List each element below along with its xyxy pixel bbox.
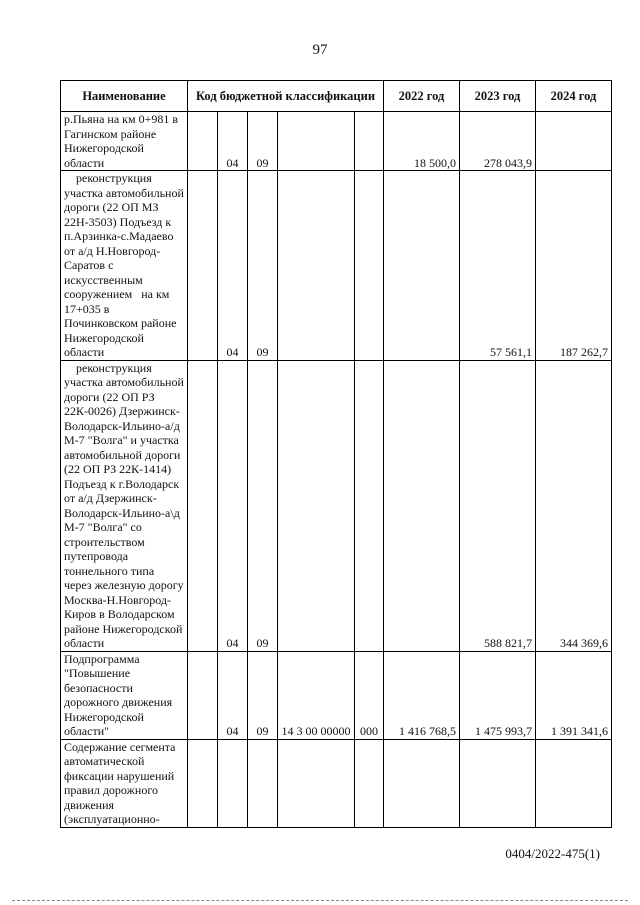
table-row <box>61 739 612 827</box>
code-target <box>278 360 355 651</box>
code-cell <box>188 739 218 827</box>
code-cell <box>188 360 218 651</box>
code-subsection: 09 <box>248 171 278 361</box>
value-2023 <box>460 739 536 827</box>
code-type <box>355 360 384 651</box>
value-2024: 187 262,7 <box>536 171 612 361</box>
value-2023: 1 475 993,7 <box>460 651 536 739</box>
page-bottom-divider <box>12 900 628 901</box>
row-name: реконструкция участка автомобильной дороги (22 ОП РЗ 22К-0026) Дзержинск-Володарск-Ильино-а/д М-7 "Волга" и участка автомобильной дороги (22 ОП РЗ 22К-1414) Подъезд к г.Володарск от а/д Дзержинск-Володарск-Ильино-а\д М-7 "Волга" со строительством путепровода тоннельного типа через железную дорогу Москва-Н.Новгород-Киров в Володарском районе Нижегородской области <box>61 360 188 651</box>
code-type <box>355 739 384 827</box>
code-target <box>278 739 355 827</box>
header-2024: 2024 год <box>536 81 612 112</box>
code-section: 04 <box>218 360 248 651</box>
code-section: 04 <box>218 112 248 171</box>
code-type <box>355 112 384 171</box>
code-cell <box>188 171 218 361</box>
code-target <box>278 112 355 171</box>
header-2023: 2023 год <box>460 81 536 112</box>
header-2022: 2022 год <box>384 81 460 112</box>
code-cell <box>188 651 218 739</box>
code-subsection: 09 <box>248 651 278 739</box>
code-type <box>355 171 384 361</box>
code-section: 04 <box>218 651 248 739</box>
value-2022 <box>384 360 460 651</box>
header-name: Наименование <box>61 81 188 112</box>
value-2024: 1 391 341,6 <box>536 651 612 739</box>
code-type: 000 <box>355 651 384 739</box>
table-row <box>61 651 612 739</box>
row-name: реконструкция участка автомобильной дороги (22 ОП МЗ 22Н-3503) Подъезд к п.Арзинка-с.Мадаево от а/д Н.Новгород-Саратов с искусственным сооружением на км 17+035 в Починковском районе Нижегородской области <box>61 171 188 361</box>
code-target <box>278 171 355 361</box>
value-2022: 18 500,0 <box>384 112 460 171</box>
row-name: Подпрограмма "Повышение безопасности дорожного движения Нижегородской области" <box>61 651 188 739</box>
code-target: 14 3 00 00000 <box>278 651 355 739</box>
row-name: Содержание сегмента автоматической фиксации нарушений правил дорожного движения (эксплуатационно- <box>61 739 188 827</box>
code-subsection: 09 <box>248 360 278 651</box>
code-section <box>218 739 248 827</box>
value-2023: 278 043,9 <box>460 112 536 171</box>
code-subsection <box>248 739 278 827</box>
document-reference: 0404/2022-475(1) <box>505 846 600 861</box>
budget-table <box>60 80 612 828</box>
value-2022 <box>384 171 460 361</box>
value-2022 <box>384 739 460 827</box>
code-subsection: 09 <box>248 112 278 171</box>
table-row <box>61 171 612 361</box>
code-cell <box>188 112 218 171</box>
page-number: 97 <box>312 42 328 58</box>
code-section: 04 <box>218 171 248 361</box>
value-2024 <box>536 112 612 171</box>
table-header-row <box>61 81 612 112</box>
header-code: Код бюджетной классификации <box>188 81 384 112</box>
table-row <box>61 112 612 171</box>
row-name: р.Пьяна на км 0+981 в Гагинском районе Нижегородской области <box>61 112 188 171</box>
value-2023: 588 821,7 <box>460 360 536 651</box>
value-2022: 1 416 768,5 <box>384 651 460 739</box>
value-2023: 57 561,1 <box>460 171 536 361</box>
table-row <box>61 360 612 651</box>
value-2024 <box>536 739 612 827</box>
value-2024: 344 369,6 <box>536 360 612 651</box>
